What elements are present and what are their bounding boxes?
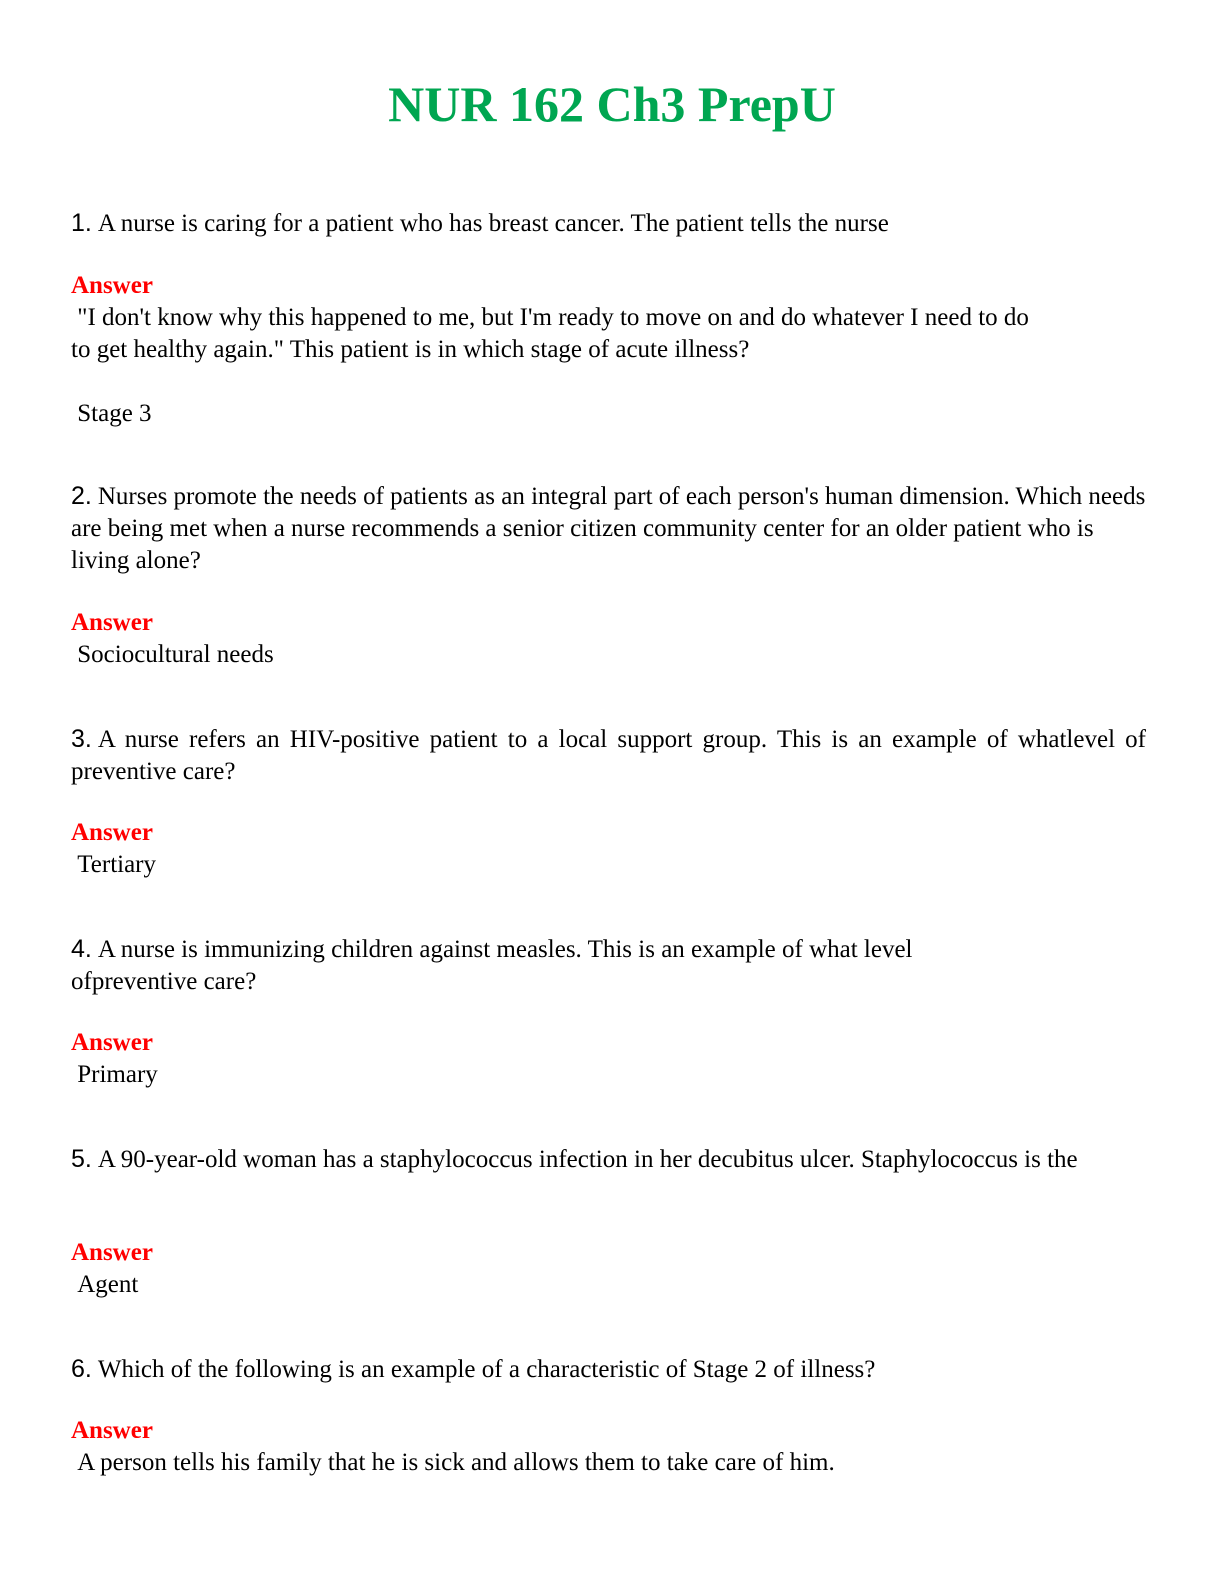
question-number: 1.	[71, 209, 92, 237]
question-4	[71, 933, 1146, 998]
question-number: 6.	[71, 1355, 92, 1383]
question-1	[71, 207, 1146, 240]
answer-text: Sociocultural needs	[71, 641, 274, 668]
document-title: NUR 162 Ch3 PrepU	[388, 76, 836, 132]
answer-label: Answer	[71, 1239, 153, 1266]
answer-label: Answer	[71, 1029, 153, 1056]
question-6	[71, 1353, 1146, 1386]
answer-label: Answer	[71, 1417, 153, 1444]
answer-text: Tertiary	[71, 851, 157, 878]
question-2	[71, 480, 1146, 577]
answer-text-line: to get healthy again." This patient is in which stage of acute illness?	[71, 336, 750, 363]
question-text-line: ofpreventive care?	[71, 968, 257, 995]
answer-text: Primary	[71, 1061, 158, 1088]
question-text: Nurses promote the needs of patients as an integral part of each person's human dimension. Which needs are being met when a nurse recommends a senior citizen community center for an older patient who is living alone?	[71, 483, 1146, 574]
question-number: 3.	[71, 725, 92, 753]
answer-label: Answer	[71, 609, 153, 636]
question-text: A 90-year-old woman has a staphylococcus infection in her decubitus ulcer. Staphylococcus is the	[97, 1146, 1078, 1173]
answer-text: Stage 3	[71, 400, 152, 427]
question-text: A nurse is immunizing children against measles. This is an example of what level	[97, 936, 913, 963]
question-line	[71, 933, 1146, 966]
answer-text: A person tells his family that he is sick and allows them to take care of him.	[71, 1449, 835, 1476]
question-3	[71, 723, 1146, 788]
question-number: 2.	[71, 482, 92, 510]
question-text: A nurse refers an HIV-positive patient to a local support group. This is an example of whatlevel of preventive care?	[71, 726, 1146, 785]
answer-text: Agent	[71, 1271, 139, 1298]
question-number: 4.	[71, 935, 92, 963]
question-text: Which of the following is an example of a characteristic of Stage 2 of illness?	[97, 1356, 876, 1383]
question-text: A nurse is caring for a patient who has breast cancer. The patient tells the nurse	[97, 210, 889, 237]
question-5	[71, 1143, 1146, 1176]
answer-text-line: "I don't know why this happened to me, but I'm ready to move on and do whatever I need to do	[71, 304, 1029, 331]
answer-label: Answer	[71, 272, 153, 299]
answer-label: Answer	[71, 819, 153, 846]
question-number: 5.	[71, 1145, 92, 1173]
